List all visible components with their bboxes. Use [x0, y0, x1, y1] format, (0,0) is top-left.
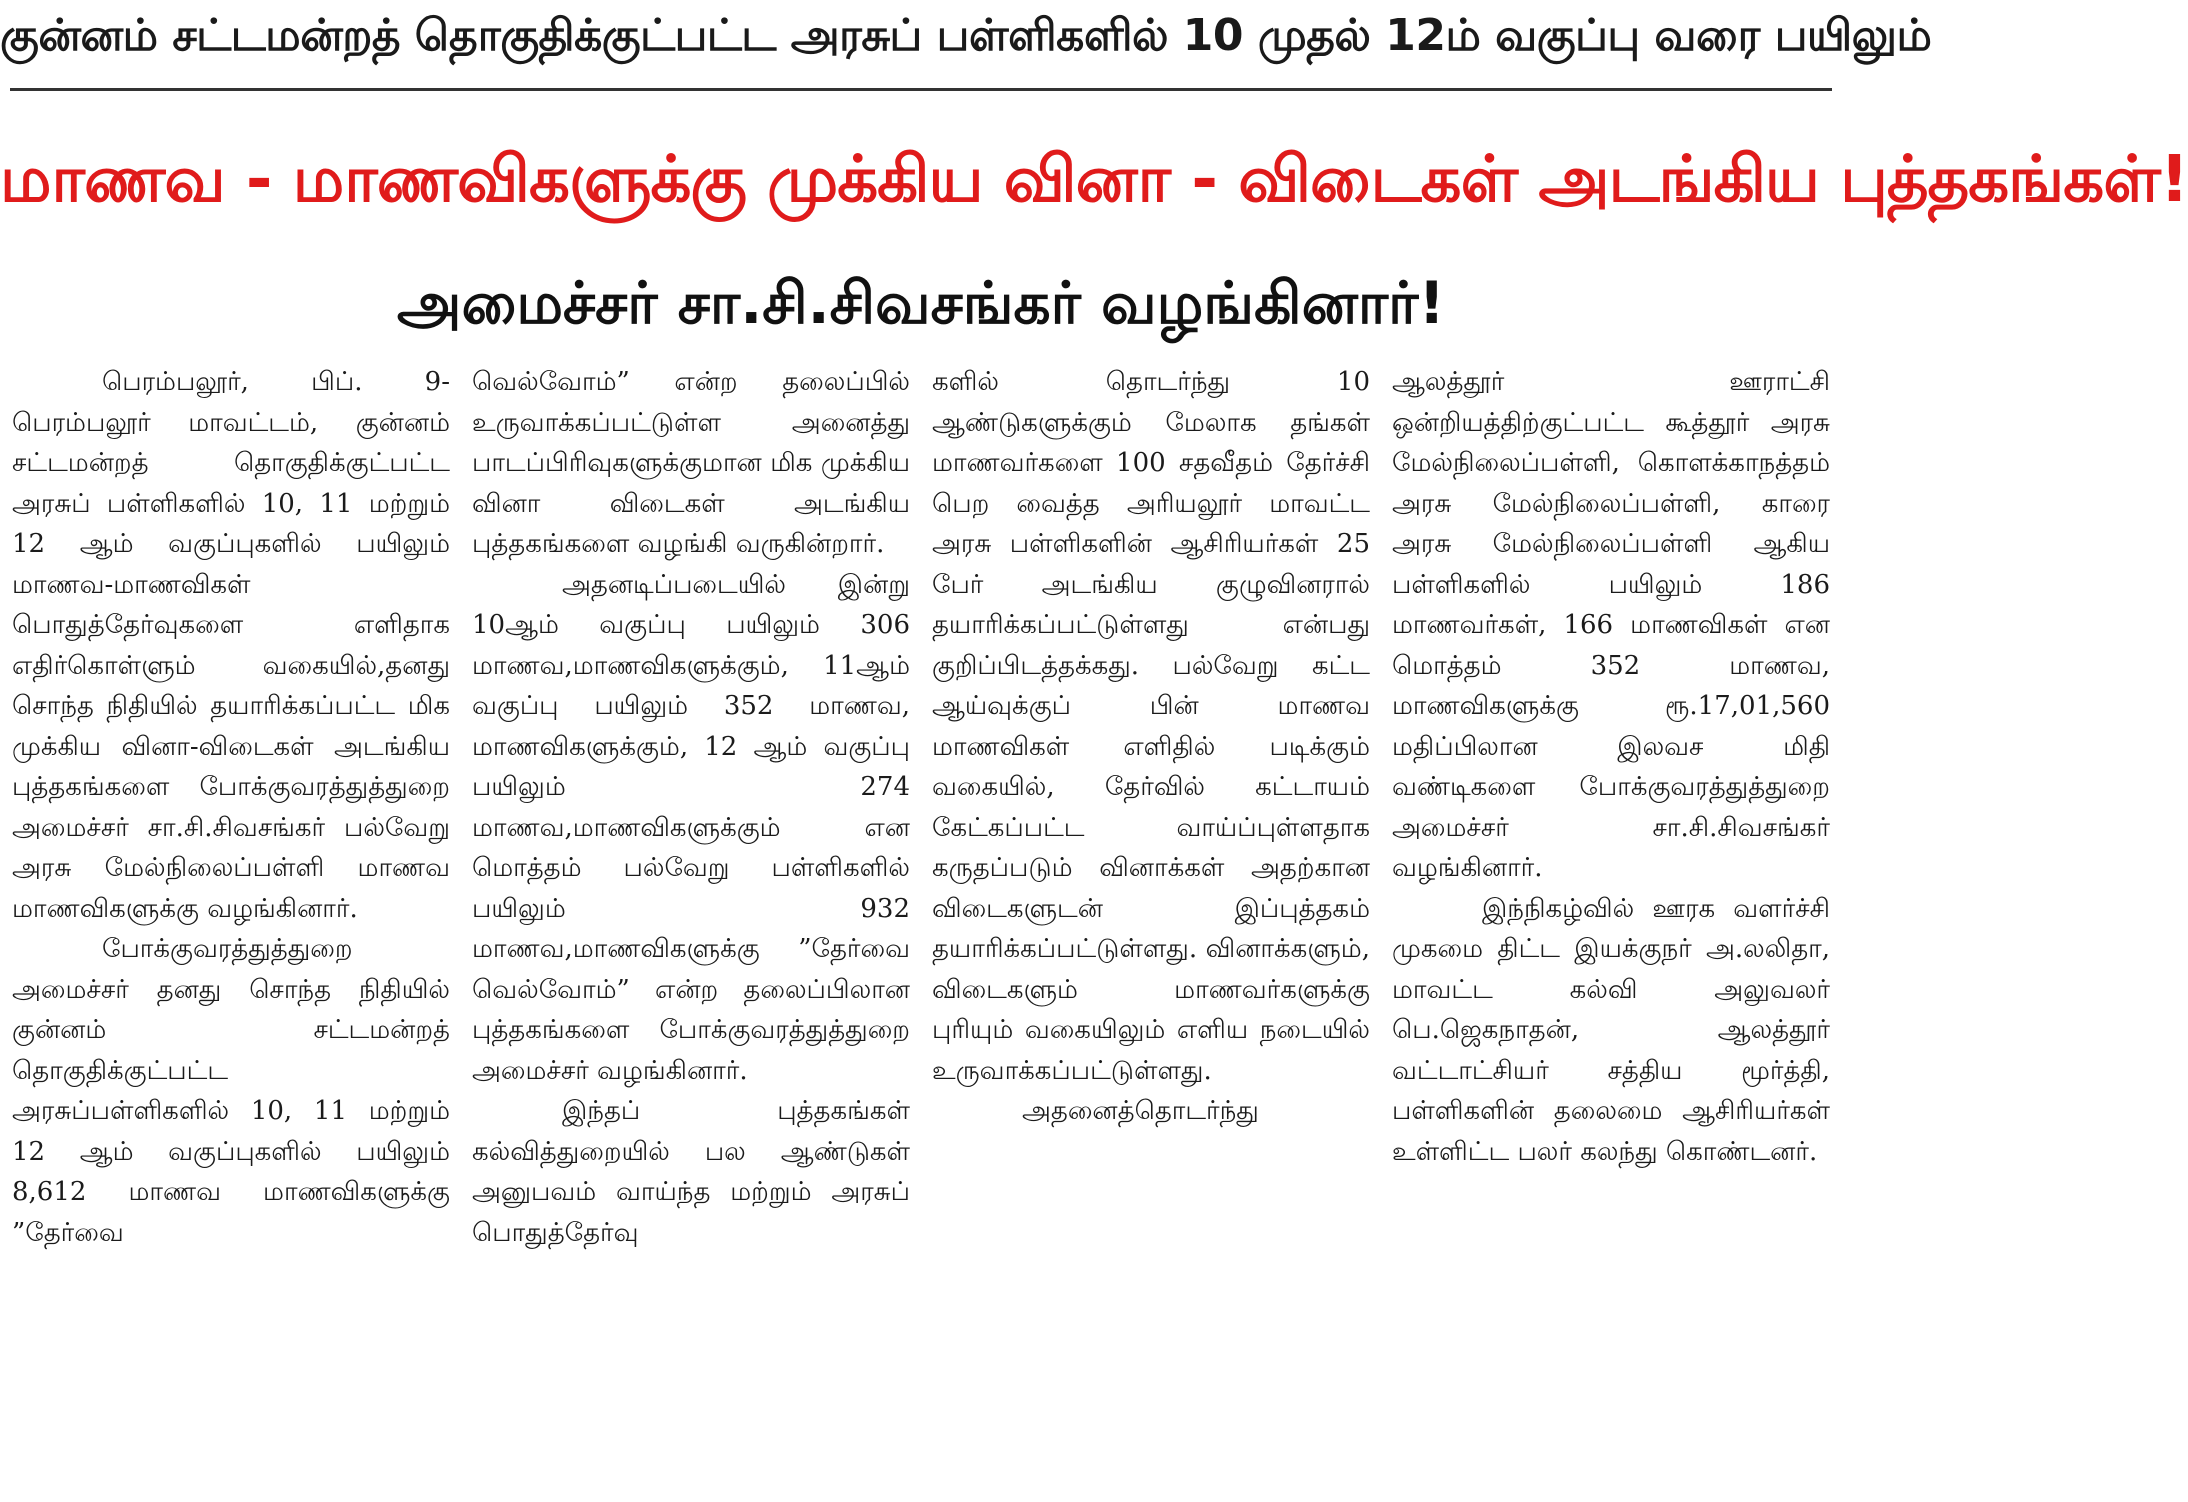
paragraph: இந்தப் புத்தகங்கள் கல்வித்துறையில் பல ஆண்டுகள் அனுபவம் வாய்ந்த மற்றும் அரசுப் பொதுத்தேர்வு — [472, 1096, 910, 1248]
paragraph: இந்நிகழ்வில் ஊரக வளர்ச்சி முகமை திட்ட இயக்குநர் அ.லலிதா, மாவட்ட கல்வி அலுவலர் பெ.ஜெகநாதன், ஆலத்தூர் வட்டாட்சியர் சத்திய மூர்த்தி, பள்ளிகளின் தலைமை ஆசிரியர்கள் உள்ளிட்ட பலர் கலந்து கொண்டனர். — [1392, 893, 1830, 1167]
kicker-text: குன்னம் சட்டமன்றத் தொகுதிக்குட்பட்ட அரசுப் பள்ளிகளில் 10 முதல் 12ம் வகுப்பு வரை பயிலும் — [0, 10, 1932, 61]
paragraph: பெரம்பலூர், பிப். 9- பெரம்பலூர் மாவட்டம், குன்னம் சட்டமன்றத் தொகுதிக்குட்பட்ட அரசுப் பள்ளிகளில் 10, 11 மற்றும் 12 ஆம் வகுப்புகளில் பயிலும் மாணவ-மாணவிகள் பொதுத்தேர்வுகளை எளிதாக எதிர்கொள்ளும் வகையில்,தனது சொந்த நிதியில் தயாரிக்கப்பட்ட மிக முக்கிய வினா-விடைகள் அடங்கிய புத்தகங்களை போக்குவரத்துத்துறை அமைச்சர் சா.சி.சிவசங்கர் பல்வேறு அரசு மேல்நிலைப்பள்ளி மாணவ மாணவிகளுக்கு வழங்கினார். — [12, 367, 450, 924]
paragraph: அதனைத்தொடர்ந்து — [1022, 1096, 1259, 1126]
paragraph: ஆலத்தூர் ஊராட்சி ஒன்றியத்திற்குட்பட்ட கூத்தூர் அரசு மேல்நிலைப்பள்ளி, கொளக்காநத்தம் அரசு மேல்நிலைப்பள்ளி, காரை அரசு மேல்நிலைப்பள்ளி ஆகிய பள்ளிகளில் பயிலும் 186 மாணவர்கள், 166 மாணவிகள் என மொத்தம் 352 மாணவ, மாணவிகளுக்கு ரூ.17,01,560 மதிப்பிலான இலவச மிதி வண்டிகளை போக்குவரத்துத்துறை அமைச்சர் சா.சி.சிவசங்கர் வழங்கினார். — [1392, 367, 1830, 883]
article-column-1 — [8, 362, 454, 1497]
divider-rule — [10, 88, 1832, 91]
paragraph: அதனடிப்படையில் இன்று 10ஆம் வகுப்பு பயிலும் 306 மாணவ,மாணவிகளுக்கும், 11ஆம் வகுப்பு பயிலும் 352 மாணவ, மாணவிகளுக்கும், 12 ஆம் வகுப்பு பயிலும் 274 மாணவ,மாணவிகளுக்கும் என மொத்தம் பல்வேறு பள்ளிகளில் பயிலும் 932 மாணவ,மாணவிகளுக்கு ”தேர்வை வெல்வோம்” என்ற தலைப்பிலான புத்தகங்களை போக்குவரத்துத்துறை அமைச்சர் வழங்கினார். — [472, 569, 910, 1086]
paragraph: களில் தொடர்ந்து 10 ஆண்டுகளுக்கும் மேலாக தங்கள் மாணவர்களை 100 சதவீதம் தேர்ச்சி பெற வைத்த அரியலூர் மாவட்ட அரசு பள்ளிகளின் ஆசிரியர்கள் 25 பேர் அடங்கிய குழுவினரால் தயாரிக்கப்பட்டுள்ளது என்பது குறிப்பிடத்தக்கது. பல்வேறு கட்ட ஆய்வுக்குப் பின் மாணவ மாணவிகள் எளிதில் படிக்கும் வகையில், தேர்வில் கட்டாயம் கேட்கப்பட்ட வாய்ப்புள்ளதாக கருதப்படும் வினாக்கள் அதற்கான விடைகளுடன் இப்புத்தகம் தயாரிக்கப்பட்டுள்ளது. வினாக்களும், விடைகளும் மாணவர்களுக்கு புரியும் வகையிலும் எளிய நடையில் உருவாக்கப்பட்டுள்ளது. — [932, 367, 1370, 1086]
paragraph: வெல்வோம்” என்ற தலைப்பில் உருவாக்கப்பட்டுள்ள அனைத்து பாடப்பிரிவுகளுக்குமான மிக முக்கிய வினா விடைகள் அடங்கிய புத்தகங்களை வழங்கி வருகின்றார். — [472, 367, 910, 559]
paragraph: போக்குவரத்துத்துறை அமைச்சர் தனது சொந்த நிதியில் குன்னம் சட்டமன்றத் தொகுதிக்குட்பட்ட அரசுப்பள்ளிகளில் 10, 11 மற்றும் 12 ஆம் வகுப்புகளில் பயிலும் 8,612 மாணவ மாணவிகளுக்கு ”தேர்வை — [12, 934, 450, 1248]
article-column-3 — [928, 362, 1374, 1497]
headline: மாணவ - மாணவிகளுக்கு முக்கிய வினா - விடைகள் அடங்கிய புத்தகங்கள்! — [0, 143, 2188, 217]
article-body — [8, 362, 1834, 1497]
kicker-banner — [0, 0, 1932, 96]
article-column-4 — [1388, 362, 1834, 1497]
article-column-2 — [468, 362, 914, 1497]
subheadline: அமைச்சர் சா.சி.சிவசங்கர் வழங்கினார்! — [397, 269, 1445, 337]
